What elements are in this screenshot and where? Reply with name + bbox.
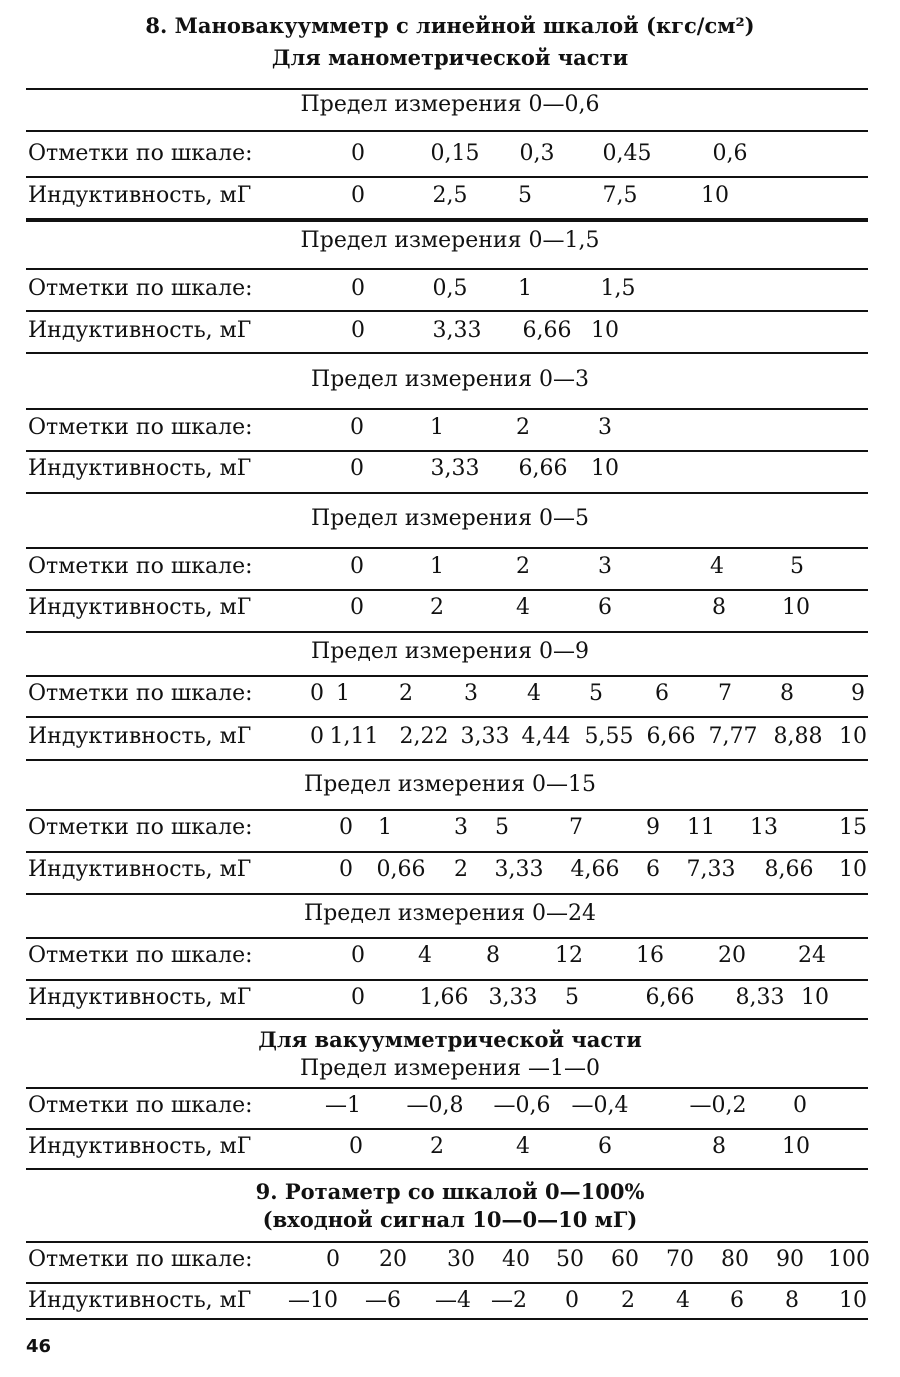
scale-marks-row — [0, 1088, 900, 1124]
table-cell: 40 — [502, 1247, 530, 1272]
table-cell: —0,4 — [571, 1093, 629, 1118]
scale-marks-label: Отметки по шкале: — [28, 943, 253, 968]
table-cell: 3,33 — [488, 985, 538, 1010]
table-cell: 2 — [399, 681, 413, 706]
table-cell: 2,22 — [399, 724, 449, 749]
scale-marks-label: Отметки по шкале: — [28, 815, 253, 840]
inductance-row — [0, 852, 900, 888]
table-cell: —4 — [435, 1288, 471, 1313]
table-cell: 0 — [565, 1288, 579, 1313]
table-cell: 15 — [839, 815, 867, 840]
table-cell: 3,33 — [432, 318, 482, 343]
table-cell: 6,66 — [522, 318, 572, 343]
table-cell: 6 — [598, 1134, 612, 1159]
table-cell: 8 — [712, 595, 726, 620]
table-cell: —0,6 — [493, 1093, 551, 1118]
table-cell: 10 — [839, 724, 867, 749]
table-cell: 6,66 — [518, 456, 568, 481]
section-8-title: 8. Мановакуумметр с линейной шкалой (кгс/см²) — [145, 13, 755, 38]
table-cell: 9 — [851, 681, 865, 706]
table-cell: —2 — [491, 1288, 527, 1313]
table-cell: 0 — [351, 943, 365, 968]
table-rule — [26, 492, 868, 494]
table-cell: 0,5 — [432, 276, 468, 301]
scale-marks-label: Отметки по шкале: — [28, 554, 253, 579]
table-cell: 13 — [750, 815, 778, 840]
table-cell: 0 — [310, 724, 324, 749]
scale-marks-label: Отметки по шкале: — [28, 1247, 253, 1272]
table-cell: 3 — [454, 815, 468, 840]
table-cell: —0,8 — [406, 1093, 464, 1118]
scale-marks-label: Отметки по шкале: — [28, 681, 253, 706]
table-cell: 0 — [339, 815, 353, 840]
table-rule — [26, 130, 868, 132]
table-cell: 5,55 — [584, 724, 634, 749]
inductance-row — [0, 980, 900, 1016]
table-cell: 5 — [790, 554, 804, 579]
scale-marks-row — [0, 410, 900, 446]
table-cell: 6 — [730, 1288, 744, 1313]
table-rule — [26, 1168, 868, 1170]
inductance-row — [0, 313, 900, 349]
table-cell: —0,2 — [689, 1093, 747, 1118]
table-cell: 2 — [430, 595, 444, 620]
table-cell: 10 — [782, 595, 810, 620]
range-heading: Предел измерения 0—0,6 — [300, 92, 600, 117]
table-cell: 0,45 — [602, 141, 652, 166]
table-cell: 10 — [591, 318, 619, 343]
table-cell: 10 — [591, 456, 619, 481]
table-cell: 10 — [782, 1134, 810, 1159]
inductance-row — [0, 1283, 900, 1319]
table-rule — [26, 310, 868, 312]
table-cell: —1 — [325, 1093, 361, 1118]
table-cell: 3,33 — [460, 724, 510, 749]
table-cell: 6 — [598, 595, 612, 620]
table-cell: 1 — [378, 815, 392, 840]
table-cell: 24 — [798, 943, 826, 968]
table-cell: 10 — [839, 857, 867, 882]
table-cell: 6 — [646, 857, 660, 882]
table-cell: 6,66 — [645, 985, 695, 1010]
table-cell: 4 — [676, 1288, 690, 1313]
table-cell: 0 — [350, 554, 364, 579]
inductance-row — [0, 1129, 900, 1165]
table-cell: 0 — [326, 1247, 340, 1272]
table-cell: 1,11 — [329, 724, 379, 749]
table-cell: 9 — [646, 815, 660, 840]
page-number: 46 — [26, 1336, 52, 1357]
table-cell: 1,5 — [600, 276, 636, 301]
table-cell: 7 — [718, 681, 732, 706]
inductance-label: Индуктивность, мГ — [28, 1288, 252, 1313]
table-cell: 10 — [701, 183, 729, 208]
scale-marks-label: Отметки по шкале: — [28, 141, 253, 166]
scale-marks-label: Отметки по шкале: — [28, 1093, 253, 1118]
table-cell: 0 — [351, 183, 365, 208]
table-rule — [26, 893, 868, 895]
table-rule — [26, 631, 868, 633]
table-cell: 3 — [464, 681, 478, 706]
table-cell: 3,33 — [494, 857, 544, 882]
table-cell: 0 — [350, 415, 364, 440]
table-cell: 70 — [666, 1247, 694, 1272]
table-cell: 7,77 — [708, 724, 758, 749]
scale-marks-row — [0, 810, 900, 846]
table-cell: 0 — [351, 141, 365, 166]
scale-marks-row — [0, 938, 900, 974]
range-heading: Предел измерения 0—9 — [311, 639, 589, 664]
table-cell: 1 — [336, 681, 350, 706]
table-cell: 4 — [527, 681, 541, 706]
table-cell: 1 — [430, 554, 444, 579]
table-cell: 12 — [555, 943, 583, 968]
range-heading: Предел измерения 0—1,5 — [300, 228, 600, 253]
table-cell: 0 — [350, 456, 364, 481]
table-cell: 8 — [780, 681, 794, 706]
table-cell: 4 — [710, 554, 724, 579]
table-cell: 0 — [351, 318, 365, 343]
table-cell: 0,6 — [712, 141, 748, 166]
table-cell: 1 — [518, 276, 532, 301]
table-rule — [26, 1018, 868, 1020]
table-rule — [26, 352, 868, 354]
inductance-label: Индуктивность, мГ — [28, 595, 252, 620]
table-cell: 0 — [350, 595, 364, 620]
inductance-row — [0, 719, 900, 755]
scale-marks-row — [0, 271, 900, 307]
table-cell: 0 — [351, 985, 365, 1010]
table-cell: 0 — [349, 1134, 363, 1159]
section-8-subtitle: Для манометрической части — [271, 45, 629, 70]
table-cell: —6 — [365, 1288, 401, 1313]
inductance-row — [0, 590, 900, 626]
table-cell: 0,3 — [519, 141, 555, 166]
table-cell: 2 — [430, 1134, 444, 1159]
table-cell: 3 — [598, 554, 612, 579]
table-cell: 0 — [793, 1093, 807, 1118]
table-cell: 4 — [516, 595, 530, 620]
table-cell: 8 — [785, 1288, 799, 1313]
inductance-row — [0, 451, 900, 487]
table-cell: 8,33 — [735, 985, 785, 1010]
table-cell: 8,66 — [764, 857, 814, 882]
range-heading: Предел измерения —1—0 — [300, 1056, 600, 1081]
table-cell: 100 — [828, 1247, 870, 1272]
table-cell: 1,66 — [419, 985, 469, 1010]
table-cell: 2 — [621, 1288, 635, 1313]
table-cell: 16 — [636, 943, 664, 968]
table-cell: 5 — [565, 985, 579, 1010]
table-cell: 0,66 — [376, 857, 426, 882]
table-cell: 4 — [418, 943, 432, 968]
scale-marks-row — [0, 676, 900, 712]
table-cell: 2 — [516, 554, 530, 579]
range-heading: Предел измерения 0—15 — [304, 772, 596, 797]
table-cell: 2 — [516, 415, 530, 440]
table-rule — [26, 759, 868, 761]
inductance-row — [0, 178, 900, 214]
table-cell: 3,33 — [430, 456, 480, 481]
table-cell: 30 — [447, 1247, 475, 1272]
table-cell: 7,5 — [602, 183, 638, 208]
table-cell: 10 — [839, 1288, 867, 1313]
table-cell: 2,5 — [432, 183, 468, 208]
table-cell: 4 — [516, 1134, 530, 1159]
scale-marks-row — [0, 549, 900, 585]
table-cell: 4,44 — [521, 724, 571, 749]
inductance-label: Индуктивность, мГ — [28, 1134, 252, 1159]
table-cell: 8 — [712, 1134, 726, 1159]
range-heading: Предел измерения 0—5 — [311, 506, 589, 531]
table-cell: 8,88 — [773, 724, 823, 749]
range-heading: Предел измерения 0—3 — [311, 367, 589, 392]
table-cell: 5 — [495, 815, 509, 840]
table-rule — [26, 716, 868, 718]
scale-marks-label: Отметки по шкале: — [28, 415, 253, 440]
inductance-label: Индуктивность, мГ — [28, 183, 252, 208]
table-cell: 50 — [556, 1247, 584, 1272]
inductance-label: Индуктивность, мГ — [28, 318, 252, 343]
inductance-label: Индуктивность, мГ — [28, 456, 252, 481]
section-9-subtitle: (входной сигнал 10—0—10 мГ) — [262, 1207, 638, 1232]
range-heading: Предел измерения 0—24 — [304, 901, 596, 926]
table-cell: 5 — [589, 681, 603, 706]
inductance-label: Индуктивность, мГ — [28, 985, 252, 1010]
scale-marks-label: Отметки по шкале: — [28, 276, 253, 301]
scale-marks-row — [0, 1242, 900, 1278]
table-cell: 20 — [718, 943, 746, 968]
table-cell: 0 — [351, 276, 365, 301]
table-cell: —10 — [288, 1288, 338, 1313]
inductance-label: Индуктивность, мГ — [28, 857, 252, 882]
table-cell: 80 — [721, 1247, 749, 1272]
table-cell: 0 — [339, 857, 353, 882]
scale-marks-row — [0, 136, 900, 172]
table-cell: 2 — [454, 857, 468, 882]
table-cell: 0 — [310, 681, 324, 706]
table-cell: 5 — [518, 183, 532, 208]
section-9-title: 9. Ротаметр со шкалой 0—100% — [255, 1179, 645, 1204]
table-cell: 11 — [687, 815, 715, 840]
table-cell: 6 — [655, 681, 669, 706]
inductance-label: Индуктивность, мГ — [28, 724, 252, 749]
table-cell: 7 — [569, 815, 583, 840]
table-cell: 3 — [598, 415, 612, 440]
table-cell: 4,66 — [570, 857, 620, 882]
table-cell: 8 — [486, 943, 500, 968]
table-cell: 6,66 — [646, 724, 696, 749]
table-cell: 1 — [430, 415, 444, 440]
table-cell: 7,33 — [686, 857, 736, 882]
table-rule — [26, 88, 868, 90]
table-cell: 60 — [611, 1247, 639, 1272]
vacuum-part-title: Для вакуумметрической части — [258, 1027, 642, 1052]
table-cell: 90 — [776, 1247, 804, 1272]
table-rule — [26, 220, 868, 222]
table-cell: 0,15 — [430, 141, 480, 166]
table-rule — [26, 268, 868, 270]
table-cell: 10 — [801, 985, 829, 1010]
table-cell: 20 — [379, 1247, 407, 1272]
